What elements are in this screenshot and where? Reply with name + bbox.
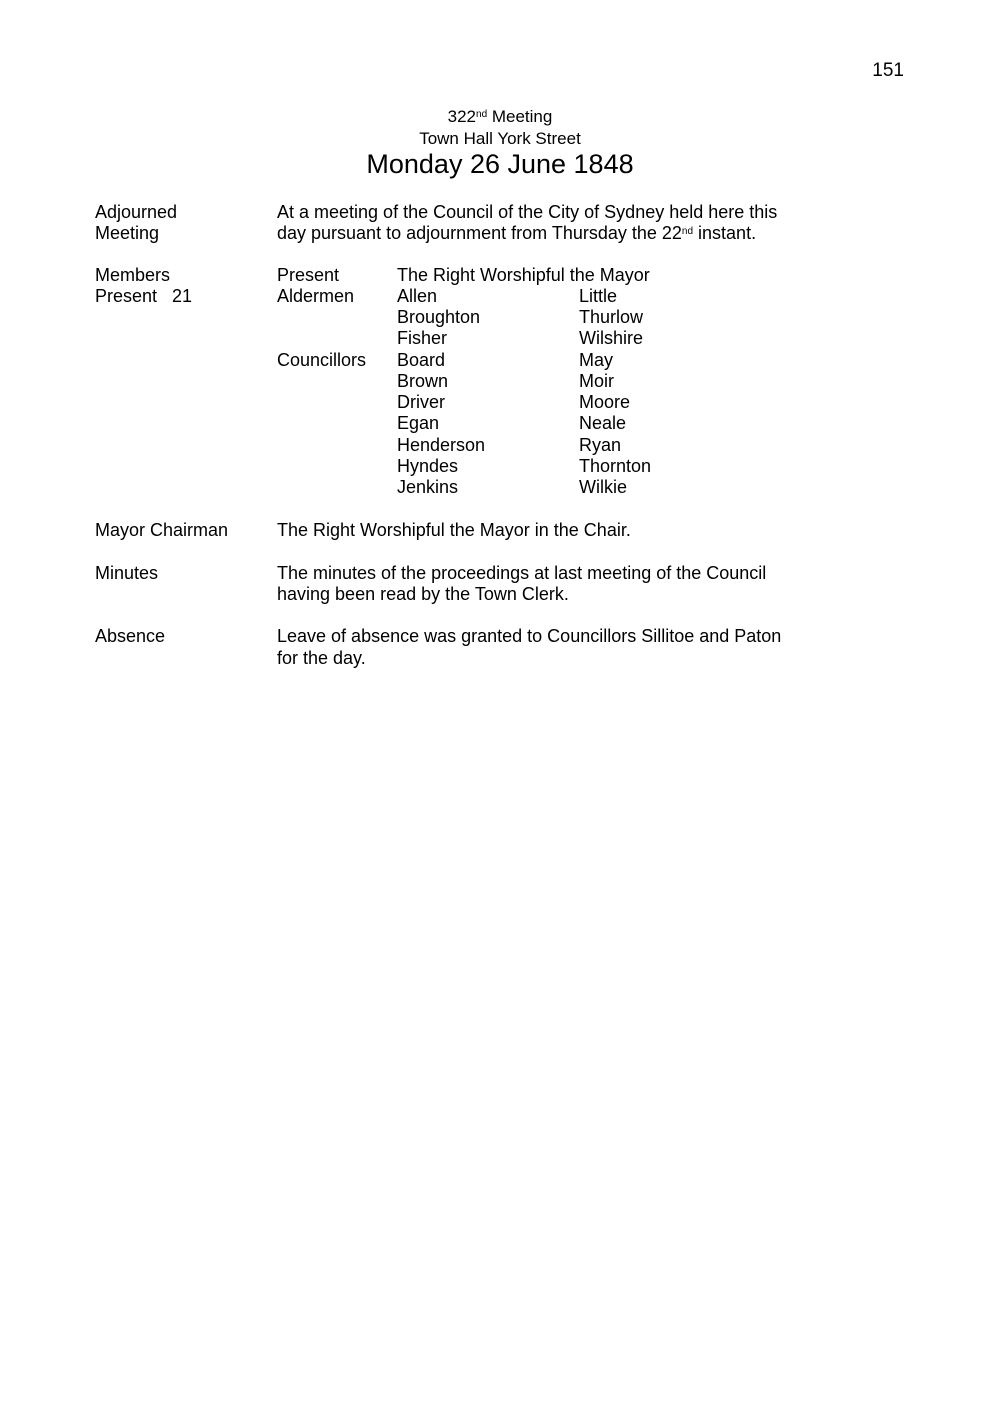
aldermen-label: Aldermen [277,286,355,306]
member-name: Neale [579,413,627,433]
present-label: Present [277,265,340,285]
adjourned-text-sup: nd [681,226,694,237]
meeting-date: Monday 26 June 1848 [366,149,634,179]
absence-label: Absence [95,626,166,646]
meeting-venue: Town Hall York Street [419,129,581,148]
member-name: Moir [579,371,614,391]
members-label-line2: Present 21 [95,286,193,306]
adjourned-text-line2 [277,223,756,244]
member-name: Little [579,286,618,306]
chairman-text: The Right Worshipful the Mayor in the Chair. [277,520,631,540]
members-label-line1: Members [95,265,171,285]
member-name: Broughton [397,307,481,327]
member-name: Thornton [579,456,652,476]
member-name: Allen [397,286,438,306]
adjourned-label-line2: Meeting [95,223,160,243]
member-name: Egan [397,413,440,433]
adjourned-label-line1: Adjourned [95,202,178,222]
adjourned-text-part: instant. [693,223,757,243]
member-name: Brown [397,371,449,391]
member-name: Driver [397,392,445,412]
member-name: Board [397,350,446,370]
member-name: Moore [579,392,631,412]
meeting-word: Meeting [487,107,553,126]
member-name: Jenkins [397,477,459,497]
meeting-number [0,106,1000,128]
adjourned-text-line1: At a meeting of the Council of the City of Sydney held here this [277,202,778,222]
page-number: 151 [872,60,904,81]
absence-text-line2: for the day. [277,648,366,668]
present-value: The Right Worshipful the Mayor [397,265,650,285]
member-name: Thurlow [579,307,644,327]
member-name: Wilshire [579,328,644,348]
member-name: Ryan [579,435,622,455]
member-name: Wilkie [579,477,627,497]
chairman-label: Mayor Chairman [95,520,229,540]
councillors-label: Councillors [277,350,367,370]
meeting-number-suffix: nd [476,109,488,120]
minutes-text-line2: having been read by the Town Clerk. [277,584,569,604]
member-name: Henderson [397,435,486,455]
member-name: May [579,350,614,370]
minutes-text-line1: The minutes of the proceedings at last meeting of the Council [277,563,767,583]
absence-text-line1: Leave of absence was granted to Councillors Sillitoe and Paton [277,626,782,646]
member-name: Hyndes [397,456,459,476]
member-name: Fisher [397,328,448,348]
meeting-number-value: 322 [447,107,477,126]
adjourned-text-part: day pursuant to adjournment from Thursday the 22 [277,223,682,243]
minutes-label: Minutes [95,563,159,583]
